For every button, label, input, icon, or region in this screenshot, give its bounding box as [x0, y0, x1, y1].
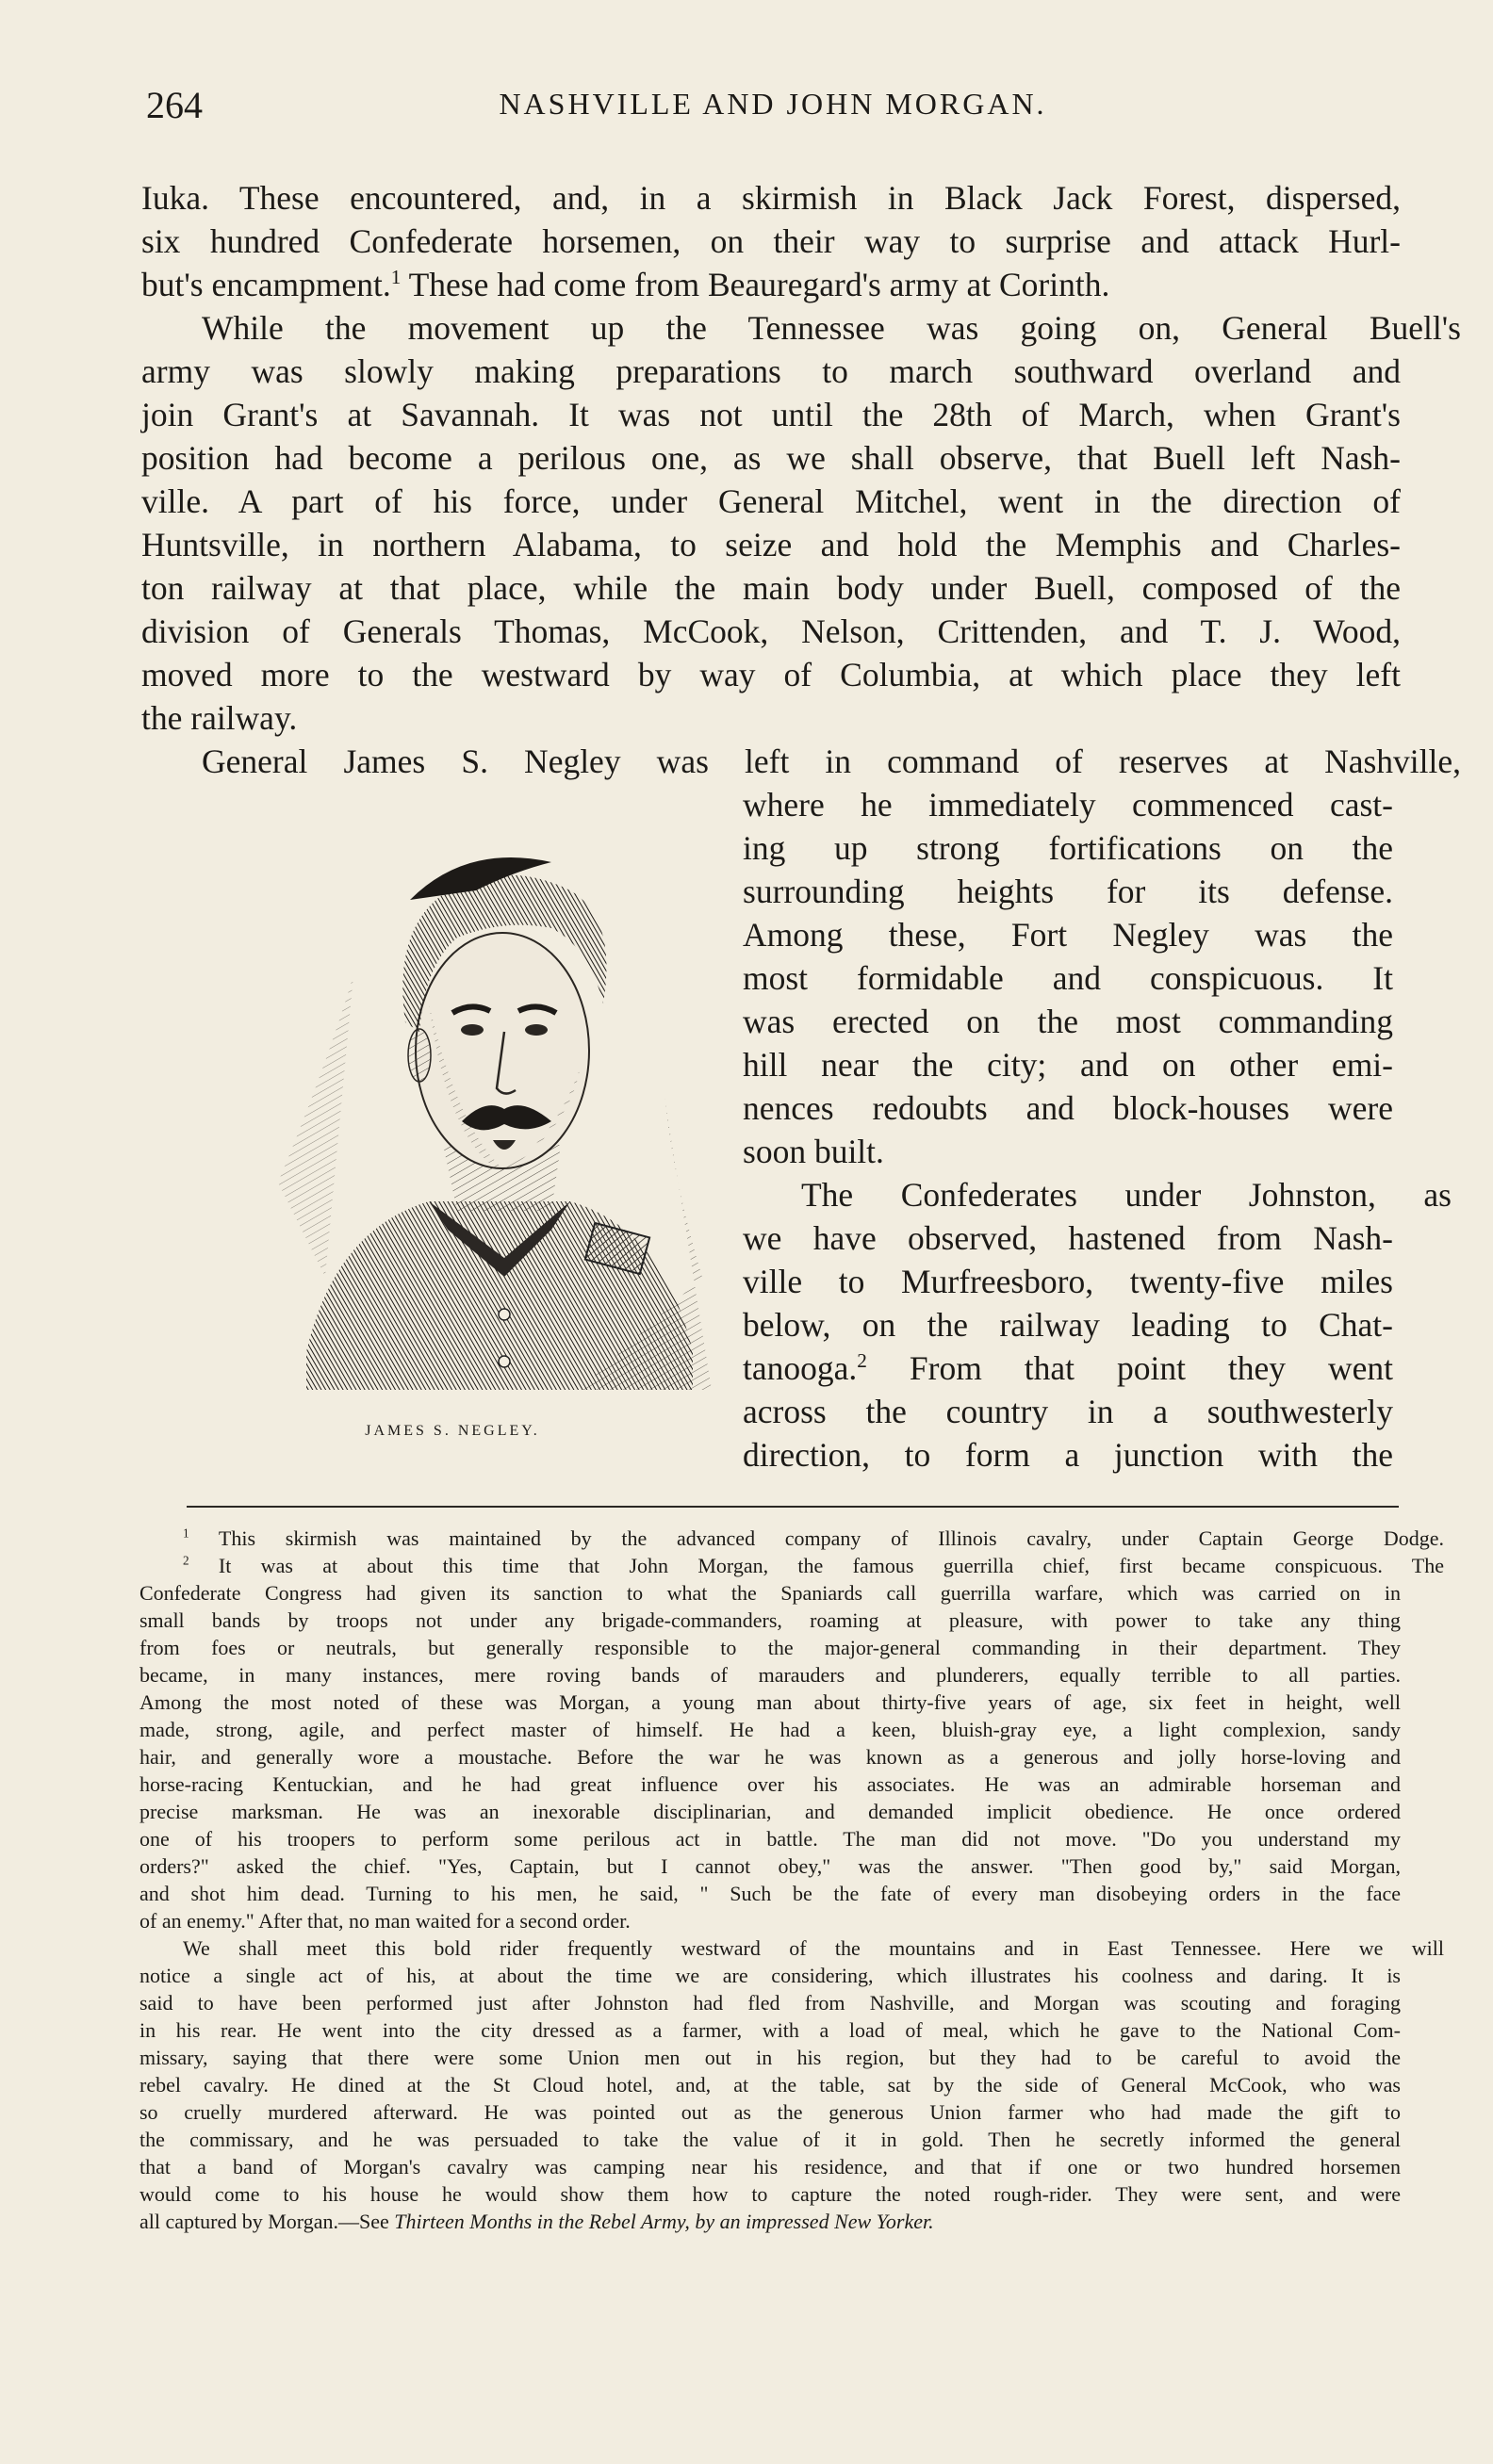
footnote-line: that a band of Morgan's cavalry was camping near his residence, and that if one or two hundred horsemen — [139, 2155, 1401, 2178]
footnote-line: hair, and generally wore a moustache. Before the war he was known as a generous and jolly horse-loving and — [139, 1745, 1401, 1769]
footnote-line: in his rear. He went into the city dressed as a farmer, with a load of meal, which he gave to the National Com- — [139, 2018, 1401, 2042]
footnote-line: small bands by troops not under any brigade-commanders, roaming at pleasure, with power to take any thing — [139, 1608, 1401, 1632]
body-line: ton railway at that place, while the main body under Buell, composed of the — [141, 569, 1401, 607]
body-line: position had become a perilous one, as we shall observe, that Buell left Nash- — [141, 439, 1401, 477]
footnote-line — [139, 1525, 1444, 1552]
footnote-ref: 1 — [390, 266, 402, 289]
body-line: The Confederates under Johnston, as — [801, 1176, 1452, 1214]
footnote-line: would come to his house he would show them how to capture the noted rough-rider. They were sent, and were — [139, 2182, 1401, 2206]
footnote-line: and shot him dead. Turning to his men, he said, " Such be the fate of every man disobeying orders in the face — [139, 1882, 1401, 1905]
footnote-line — [139, 2208, 1401, 2235]
body-line: Iuka. These encountered, and, in a skirmish in Black Jack Forest, dispersed, — [141, 179, 1401, 217]
body-line: ville. A part of his force, under General Mitchel, went in the direction of — [141, 482, 1401, 520]
footnote-line: the commissary, and he was persuaded to take the value of it in gold. Then he secretly informed the general — [139, 2128, 1401, 2151]
body-text: tanooga. — [743, 1349, 858, 1387]
footnote-line: rebel cavalry. He dined at the St Cloud hotel, and, at the table, sat by the side of General McCook, who was — [139, 2073, 1401, 2097]
page-header — [146, 83, 1400, 130]
body-line: Huntsville, in northern Alabama, to seize and hold the Memphis and Charles- — [141, 526, 1401, 563]
body-line: was erected on the most commanding — [743, 1003, 1393, 1040]
footnote-ref: 2 — [857, 1349, 867, 1373]
body-line: army was slowly making preparations to march southward overland and — [141, 352, 1401, 390]
footnote-line: said to have been performed just after Johnston had fled from Nashville, and Morgan was scouting and foraging — [139, 1991, 1401, 2015]
footnote-line: Among the most noted of these was Morgan, a young man about thirty-five years of age, six feet in height, well — [139, 1690, 1401, 1714]
portrait-engraving — [269, 787, 712, 1428]
body-line: ing up strong fortifications on the — [743, 829, 1393, 867]
body-line — [141, 264, 1401, 305]
footnote-line: missary, saying that there were some Union men out in his region, but they had to be careful to avoid the — [139, 2046, 1401, 2069]
body-line: across the country in a southwesterly — [743, 1393, 1393, 1430]
footnote-line: notice a single act of his, at about the time we are considering, which illustrates his coolness and daring. It is — [139, 1964, 1401, 1987]
body-line: the railway. — [141, 699, 298, 737]
body-text: From that point they went — [866, 1349, 1393, 1387]
footnote-line: of an enemy." After that, no man waited for a second order. — [139, 1909, 631, 1933]
footnote-text: all captured by Morgan.—See — [139, 2210, 395, 2233]
body-line — [743, 1347, 1393, 1389]
body-line: moved more to the westward by way of Columbia, at which place they left — [141, 656, 1401, 694]
body-line: division of Generals Thomas, McCook, Nelson, Crittenden, and T. J. Wood, — [141, 612, 1401, 650]
page-number: 264 — [146, 84, 203, 126]
footnote-line: so cruelly murdered afterward. He was pointed out as the generous Union farmer who had made the gift to — [139, 2100, 1401, 2124]
footnote-line: precise marksman. He was an inexorable disciplinarian, and demanded implicit obedience. He once ordered — [139, 1800, 1401, 1823]
footnote-line: became, in many instances, mere roving bands of marauders and plunderers, equally terrible to all parties. — [139, 1663, 1401, 1687]
body-line: surrounding heights for its defense. — [743, 873, 1393, 910]
body-line: General James S. Negley was left in command of reserves at Nashville, — [202, 742, 1461, 780]
footnote-line — [139, 1552, 1444, 1579]
body-line: six hundred Confederate horsemen, on their way to surprise and attack Hurl- — [141, 222, 1401, 260]
footnote-text: This skirmish was maintained by the advanced company of Illinois cavalry, under Captain George Dodge. — [218, 1526, 1444, 1550]
footnote-line: horse-racing Kentuckian, and he had great influence over his associates. He was an admirable horseman and — [139, 1772, 1401, 1796]
citation-title: Thirteen Months in the Rebel Army, by an impressed New Yorker. — [394, 2210, 934, 2233]
body-line: While the movement up the Tennessee was going on, General Buell's — [202, 309, 1461, 347]
body-line: below, on the railway leading to Chat- — [743, 1306, 1393, 1344]
body-line: soon built. — [743, 1133, 884, 1170]
footnote-rule — [187, 1506, 1399, 1508]
body-line: where he immediately commenced cast- — [743, 786, 1393, 824]
running-title: NASHVILLE AND JOHN MORGAN. — [499, 87, 1047, 121]
footnote-line: from foes or neutrals, but generally responsible to the major-general commanding in their department. They — [139, 1636, 1401, 1659]
body-line: ville to Murfreesboro, twenty-five miles — [743, 1263, 1393, 1300]
body-line: Among these, Fort Negley was the — [743, 916, 1393, 954]
footnote-line: orders?" asked the chief. "Yes, Captain, but I cannot obey," was the answer. "Then good by," said Morgan, — [139, 1854, 1401, 1878]
footnote-line: one of his troopers to perform some perilous act in battle. The man did not move. "Do you understand my — [139, 1827, 1401, 1851]
body-line: we have observed, hastened from Nash- — [743, 1219, 1393, 1257]
body-text: These had come from Beauregard's army at Corinth. — [401, 266, 1110, 303]
footnote-mark: 2 — [183, 1553, 189, 1568]
footnote-line: made, strong, agile, and perfect master of himself. He had a keen, bluish-gray eye, a light complexion, sandy — [139, 1718, 1401, 1741]
footnote-mark: 1 — [183, 1526, 189, 1541]
portrait-caption: JAMES S. NEGLEY. — [365, 1423, 540, 1439]
footnote-line: We shall meet this bold rider frequently westward of the mountains and in East Tennessee. Here we will — [183, 1936, 1444, 1960]
footnote-text: It was at about this time that John Morgan, the famous guerrilla chief, first became conspicuous. The — [218, 1554, 1444, 1577]
footnote-line: Confederate Congress had given its sanction to what the Spaniards call guerrilla warfare, which was carried on in — [139, 1581, 1401, 1605]
body-text: but's encampment. — [141, 266, 391, 303]
body-line: join Grant's at Savannah. It was not until the 28th of March, when Grant's — [141, 396, 1401, 433]
body-line: hill near the city; and on other emi- — [743, 1046, 1393, 1084]
body-line: nences redoubts and block-houses were — [743, 1089, 1393, 1127]
body-line: direction, to form a junction with the — [743, 1436, 1393, 1474]
body-line: most formidable and conspicuous. It — [743, 959, 1393, 997]
